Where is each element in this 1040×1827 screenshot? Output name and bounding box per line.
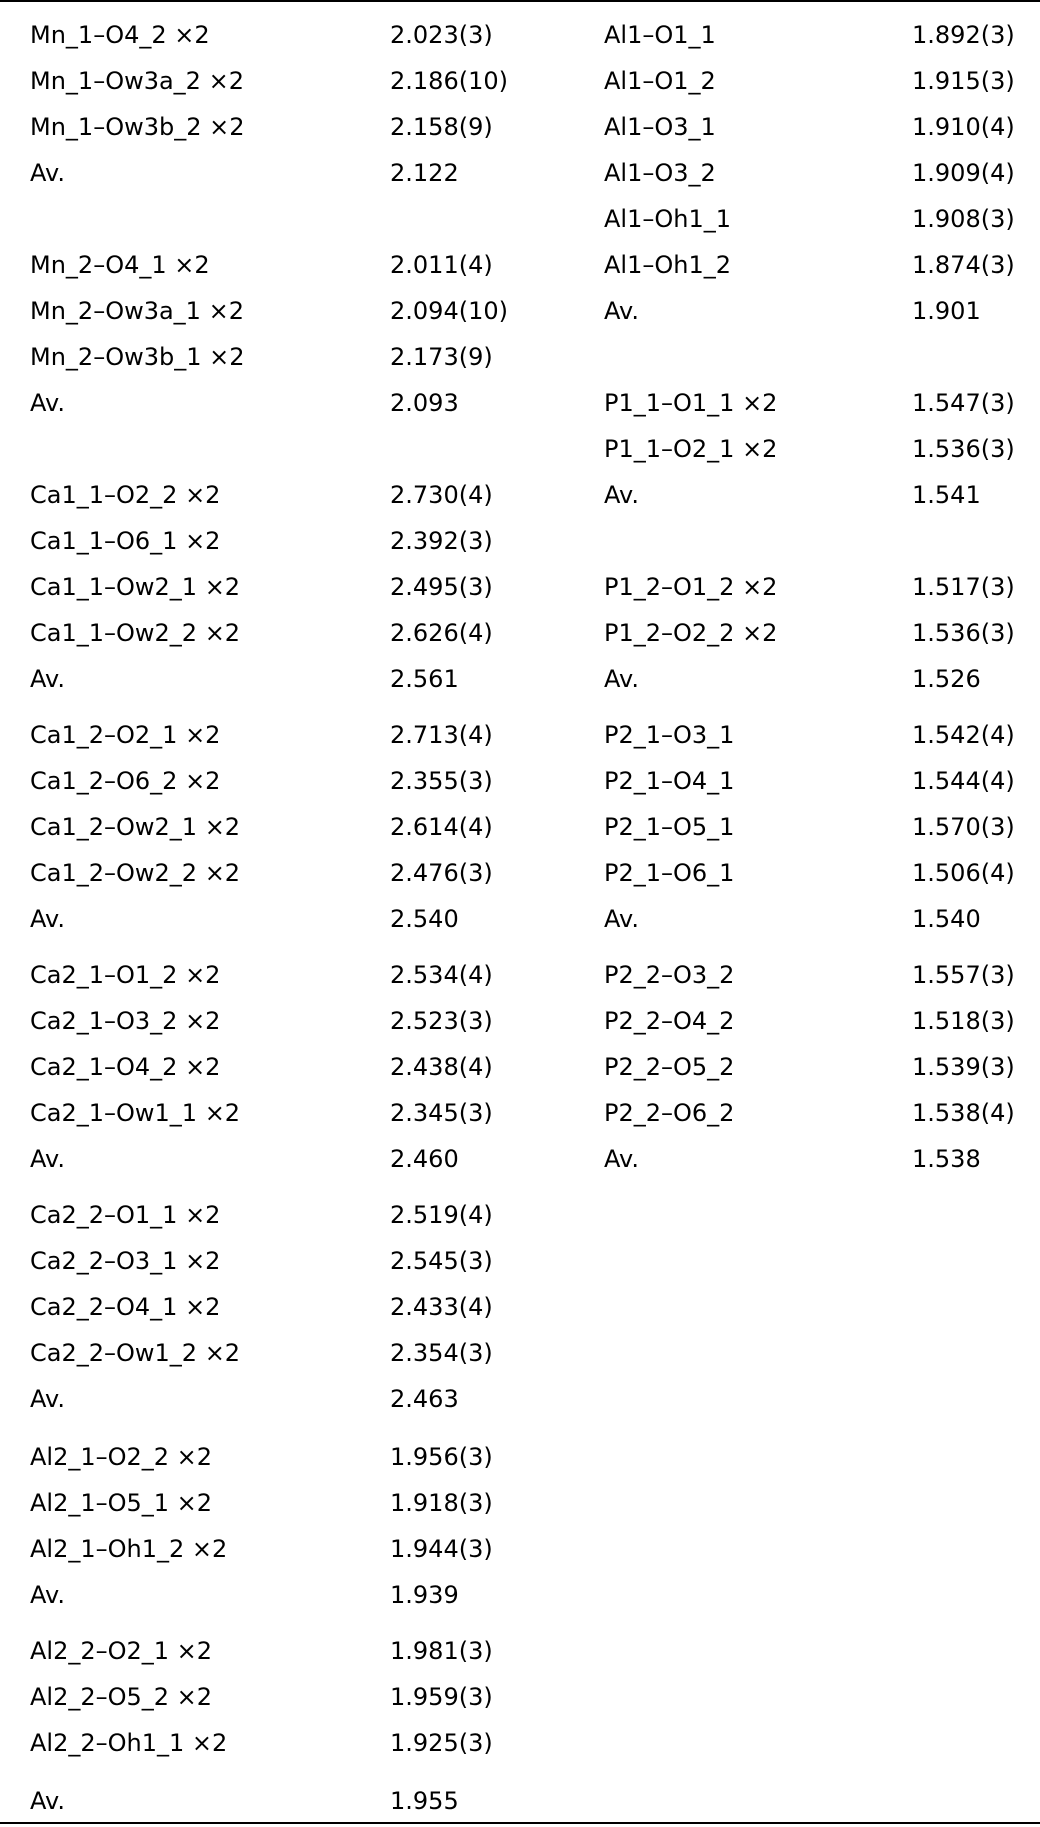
bond-value: 2.186(10) (390, 67, 508, 95)
bond-value: 1.536(3) (912, 435, 1015, 463)
bond-label: Al2_2–O2_1 ×2 (30, 1637, 213, 1665)
average-value: 1.955 (390, 1787, 459, 1815)
average-value: 1.526 (912, 665, 981, 693)
bond-value: 1.915(3) (912, 67, 1015, 95)
bond-value: 1.506(4) (912, 859, 1015, 887)
bond-value: 1.956(3) (390, 1443, 493, 1471)
average-value: 2.561 (390, 665, 459, 693)
bond-label: Ca1_1–Ow2_2 ×2 (30, 619, 241, 647)
bond-value: 1.539(3) (912, 1053, 1015, 1081)
bond-value: 1.925(3) (390, 1729, 493, 1757)
bond-value: 2.011(4) (390, 251, 493, 279)
bond-value: 2.476(3) (390, 859, 493, 887)
bond-value: 2.355(3) (390, 767, 493, 795)
average-label: Av. (30, 905, 65, 933)
average-value: 1.540 (912, 905, 981, 933)
bond-label: Ca2_1–Ow1_1 ×2 (30, 1099, 241, 1127)
bond-label: P2_2–O3_2 (604, 961, 735, 989)
bond-value: 1.909(4) (912, 159, 1015, 187)
bond-label: Al1–O3_2 (604, 159, 716, 187)
bond-value: 1.944(3) (390, 1535, 493, 1563)
bond-value: 2.523(3) (390, 1007, 493, 1035)
bond-label: Al1–O1_2 (604, 67, 716, 95)
bond-label: P1_1–O1_1 ×2 (604, 389, 778, 417)
bond-value: 2.519(4) (390, 1201, 493, 1229)
bond-label: Al1–O3_1 (604, 113, 716, 141)
average-value: 2.093 (390, 389, 459, 417)
bond-value: 1.518(3) (912, 1007, 1015, 1035)
bond-label: P2_2–O5_2 (604, 1053, 735, 1081)
bond-value: 1.547(3) (912, 389, 1015, 417)
bond-value: 2.713(4) (390, 721, 493, 749)
average-value: 2.122 (390, 159, 459, 187)
bond-value: 2.614(4) (390, 813, 493, 841)
average-label: Av. (604, 297, 639, 325)
average-value: 2.463 (390, 1385, 459, 1413)
average-value: 2.460 (390, 1145, 459, 1173)
bond-label: Ca2_2–Ow1_2 ×2 (30, 1339, 241, 1367)
bond-value: 1.892(3) (912, 21, 1015, 49)
bond-value: 1.544(4) (912, 767, 1015, 795)
average-label: Av. (604, 1145, 639, 1173)
bond-label: Al2_1–O5_1 ×2 (30, 1489, 213, 1517)
bond-value: 2.534(4) (390, 961, 493, 989)
bond-label: Al1–Oh1_1 (604, 205, 731, 233)
average-label: Av. (30, 1581, 65, 1609)
bond-value: 1.570(3) (912, 813, 1015, 841)
bond-label: Al2_1–Oh1_2 ×2 (30, 1535, 228, 1563)
bond-value: 1.918(3) (390, 1489, 493, 1517)
bond-label: Ca2_1–O3_2 ×2 (30, 1007, 221, 1035)
bond-label: Ca2_1–O1_2 ×2 (30, 961, 221, 989)
average-label: Av. (30, 1145, 65, 1173)
average-label: Av. (30, 1787, 65, 1815)
bond-label: Al2_2–Oh1_1 ×2 (30, 1729, 228, 1757)
bond-value: 1.908(3) (912, 205, 1015, 233)
bond-value: 1.910(4) (912, 113, 1015, 141)
bond-label: P2_1–O6_1 (604, 859, 735, 887)
bond-label: Mn_2–Ow3b_1 ×2 (30, 343, 245, 371)
bond-value: 1.517(3) (912, 573, 1015, 601)
average-label: Av. (30, 159, 65, 187)
bond-value: 2.730(4) (390, 481, 493, 509)
bond-label: Ca1_1–O6_1 ×2 (30, 527, 221, 555)
bond-label: Al1–O1_1 (604, 21, 716, 49)
bond-label: Mn_1–O4_2 ×2 (30, 21, 210, 49)
bond-value: 2.433(4) (390, 1293, 493, 1321)
average-value: 1.901 (912, 297, 981, 325)
average-label: Av. (30, 389, 65, 417)
table-top-rule (0, 0, 1040, 2)
bond-label: Ca1_2–Ow2_2 ×2 (30, 859, 241, 887)
bond-label: Ca2_2–O4_1 ×2 (30, 1293, 221, 1321)
bond-label: Ca1_2–O2_1 ×2 (30, 721, 221, 749)
bond-value: 2.094(10) (390, 297, 508, 325)
bond-label: P2_1–O5_1 (604, 813, 735, 841)
average-label: Av. (30, 665, 65, 693)
bond-value: 1.874(3) (912, 251, 1015, 279)
bond-value: 1.536(3) (912, 619, 1015, 647)
bond-label: Al1–Oh1_2 (604, 251, 731, 279)
bond-label: Ca2_2–O1_1 ×2 (30, 1201, 221, 1229)
bond-label: Ca1_1–O2_2 ×2 (30, 481, 221, 509)
bond-label: Ca1_1–Ow2_1 ×2 (30, 573, 241, 601)
bond-value: 1.959(3) (390, 1683, 493, 1711)
bond-value: 2.173(9) (390, 343, 493, 371)
bond-value: 2.545(3) (390, 1247, 493, 1275)
average-label: Av. (30, 1385, 65, 1413)
bond-value: 1.981(3) (390, 1637, 493, 1665)
bond-label: P2_1–O3_1 (604, 721, 735, 749)
average-value: 1.541 (912, 481, 981, 509)
bond-label: P2_2–O6_2 (604, 1099, 735, 1127)
bond-label: Ca1_2–O6_2 ×2 (30, 767, 221, 795)
bond-label: Ca2_1–O4_2 ×2 (30, 1053, 221, 1081)
bond-value: 2.345(3) (390, 1099, 493, 1127)
bond-value: 2.354(3) (390, 1339, 493, 1367)
bond-label: Mn_1–Ow3a_2 ×2 (30, 67, 244, 95)
average-label: Av. (604, 481, 639, 509)
bond-label: Mn_1–Ow3b_2 ×2 (30, 113, 245, 141)
bond-label: P1_2–O1_2 ×2 (604, 573, 778, 601)
bond-label: Ca1_2–Ow2_1 ×2 (30, 813, 241, 841)
bond-label: P1_2–O2_2 ×2 (604, 619, 778, 647)
bond-value: 1.542(4) (912, 721, 1015, 749)
bond-label: P2_1–O4_1 (604, 767, 735, 795)
bond-label: P2_2–O4_2 (604, 1007, 735, 1035)
bond-value: 2.023(3) (390, 21, 493, 49)
bond-label: Al2_2–O5_2 ×2 (30, 1683, 213, 1711)
bond-label: Mn_2–O4_1 ×2 (30, 251, 210, 279)
table-bottom-rule (0, 1822, 1040, 1824)
bond-label: Ca2_2–O3_1 ×2 (30, 1247, 221, 1275)
bond-label: Al2_1–O2_2 ×2 (30, 1443, 213, 1471)
bond-value: 1.557(3) (912, 961, 1015, 989)
bond-label: Mn_2–Ow3a_1 ×2 (30, 297, 244, 325)
bond-value: 1.538(4) (912, 1099, 1015, 1127)
average-value: 1.939 (390, 1581, 459, 1609)
bond-value: 2.438(4) (390, 1053, 493, 1081)
average-label: Av. (604, 665, 639, 693)
bond-value: 2.495(3) (390, 573, 493, 601)
average-value: 2.540 (390, 905, 459, 933)
bond-value: 2.392(3) (390, 527, 493, 555)
bond-value: 2.626(4) (390, 619, 493, 647)
bond-value: 2.158(9) (390, 113, 493, 141)
average-label: Av. (604, 905, 639, 933)
bond-label: P1_1–O2_1 ×2 (604, 435, 778, 463)
average-value: 1.538 (912, 1145, 981, 1173)
